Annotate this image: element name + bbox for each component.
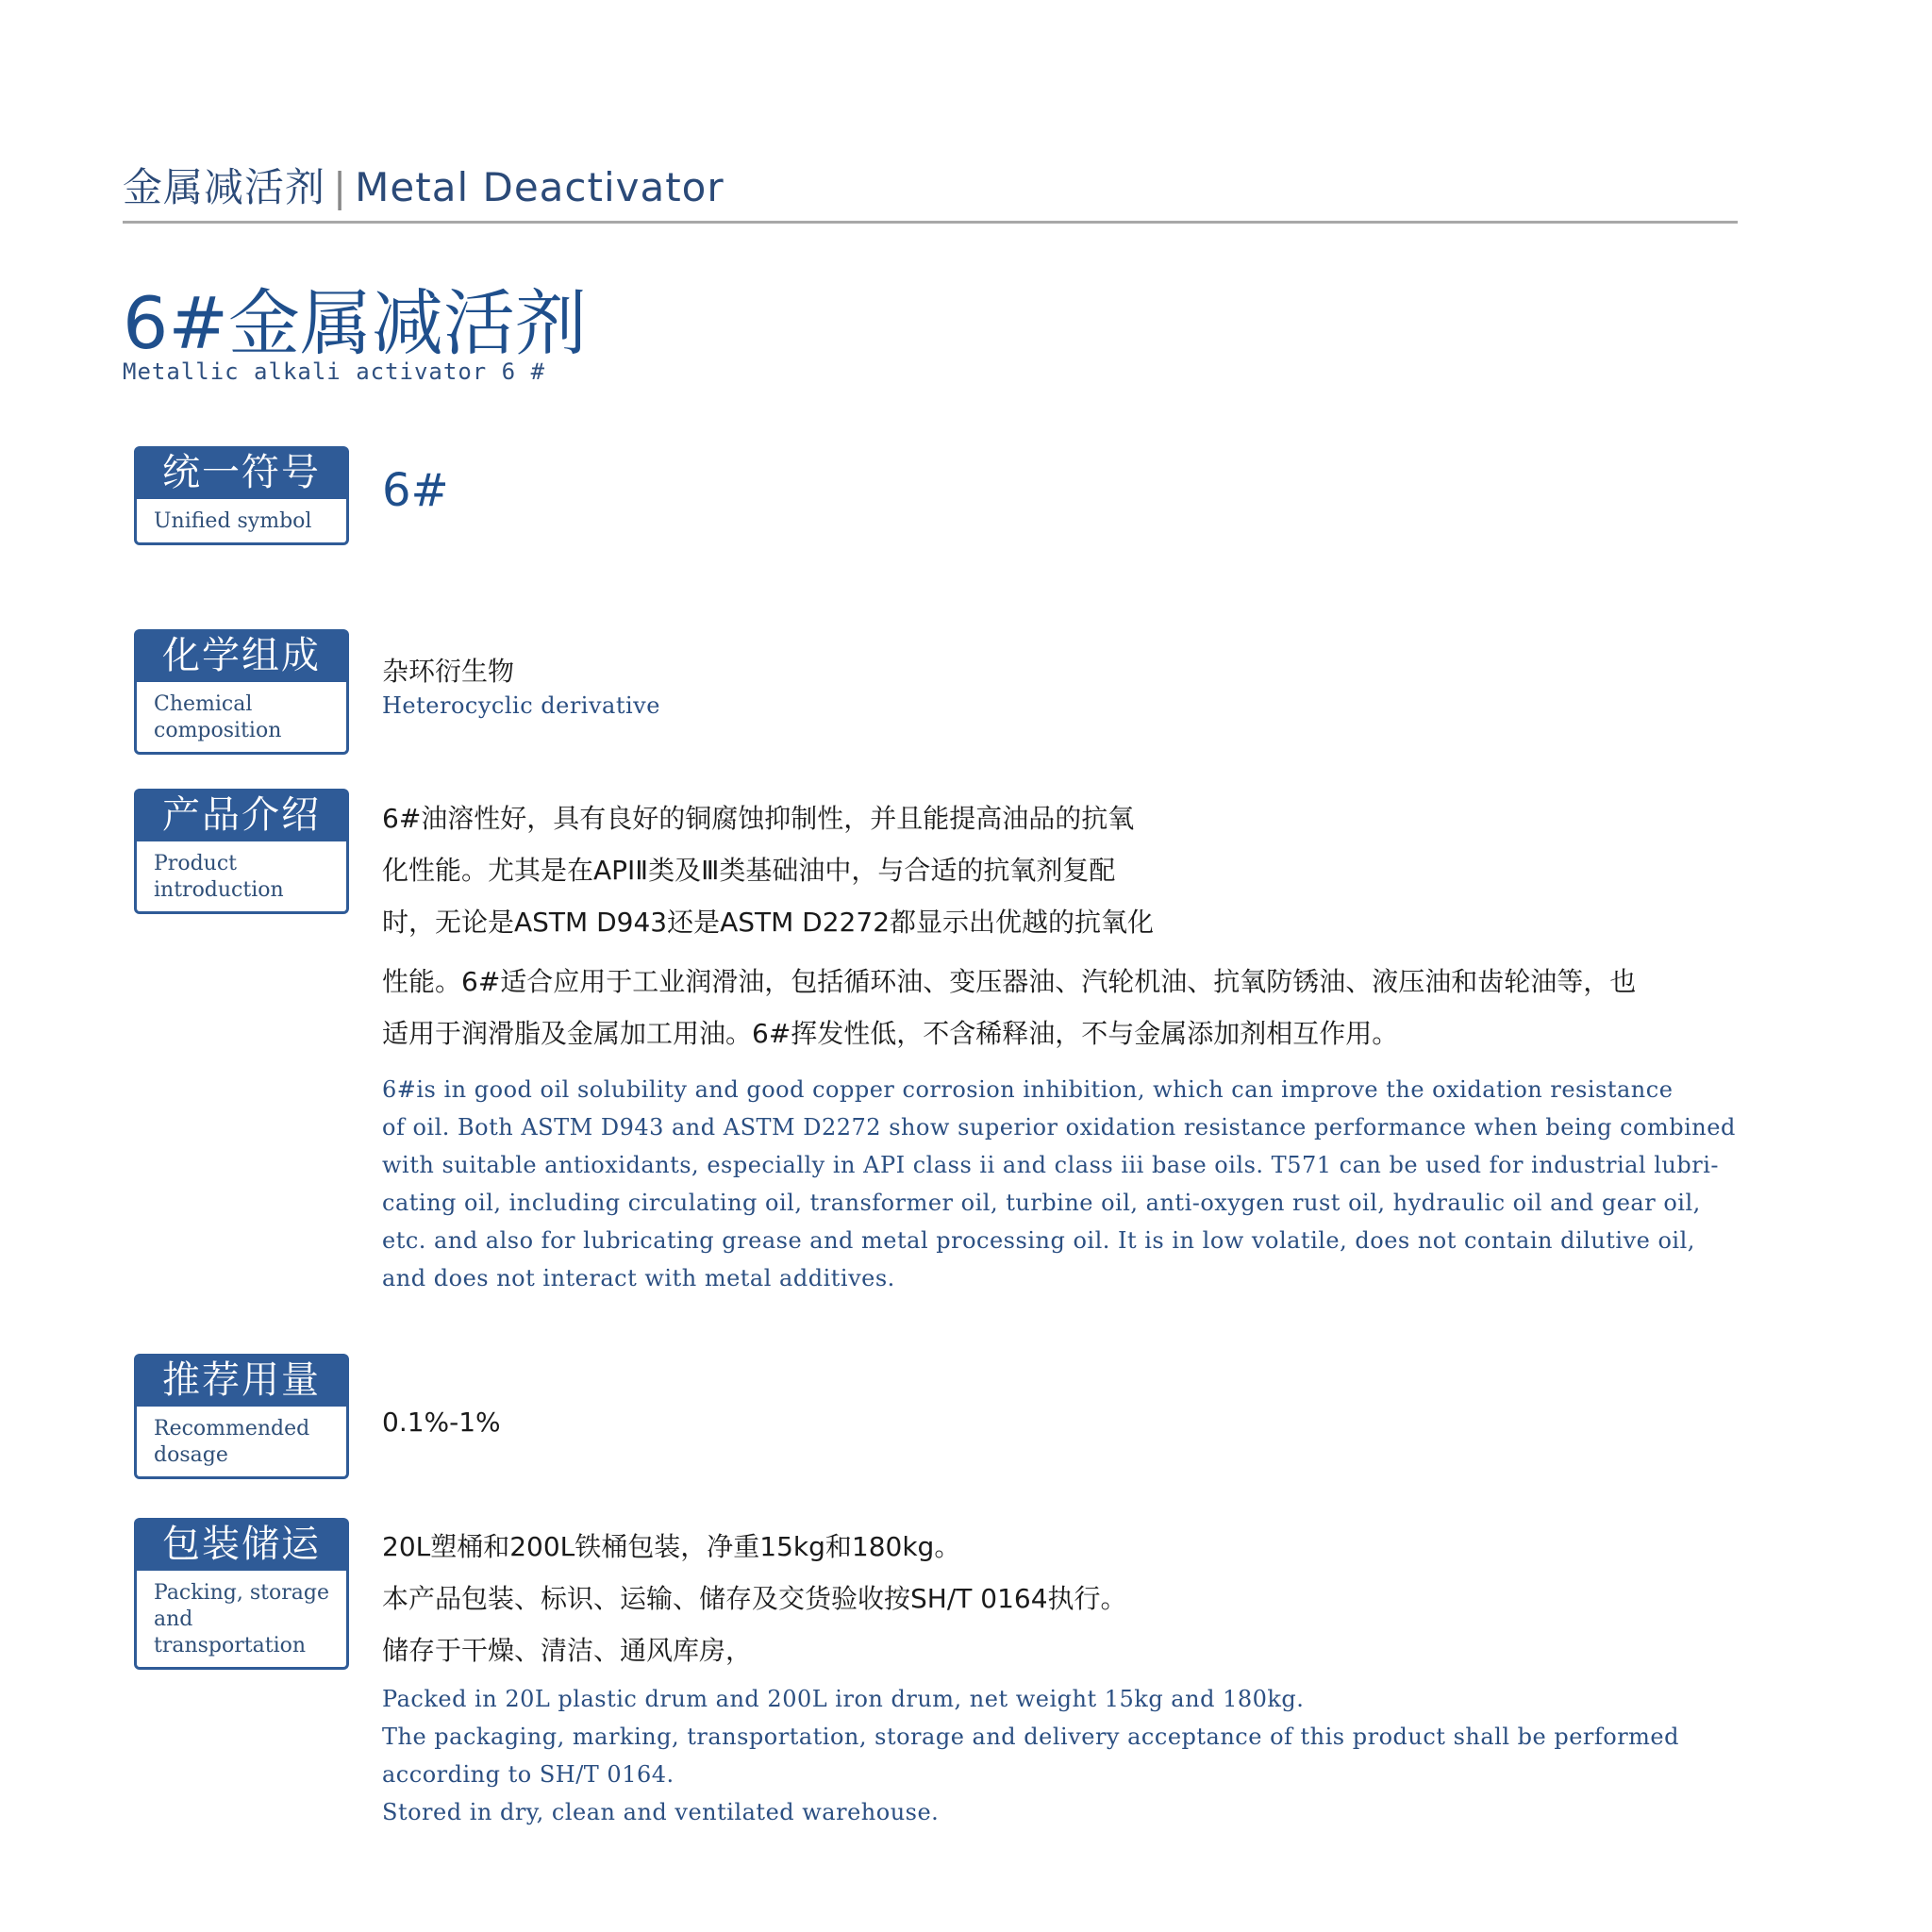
intro-en-line: with suitable antioxidants, especially in API class ii and class iii base oils. T571 can be used for industrial lubri- xyxy=(382,1152,1719,1178)
label-en-line: Product xyxy=(154,852,237,875)
label-en-line: dosage xyxy=(154,1443,228,1467)
label-cn: 统一符号 xyxy=(134,446,349,499)
unified-symbol-value: 6# xyxy=(382,464,449,517)
packing-content xyxy=(382,1521,1759,1831)
label-chemical-composition xyxy=(134,629,349,755)
packing-cn-line: 储存于干燥、清洁、通风库房， xyxy=(382,1635,753,1666)
intro-en-line: and does not interact with metal additives. xyxy=(382,1265,895,1291)
label-recommended-dosage xyxy=(134,1354,349,1479)
label-en-line: composition xyxy=(154,719,282,742)
label-cn: 产品介绍 xyxy=(134,789,349,841)
packing-en-line: Packed in 20L plastic drum and 200L iron drum, net weight 15kg and 180kg. xyxy=(382,1686,1305,1712)
header-title-cn: 金属减活剂 xyxy=(123,164,326,210)
packing-cn-line: 20L塑桶和200L铁桶包装，净重15kg和180kg。 xyxy=(382,1531,961,1562)
product-subtitle: Metallic alkali activator 6 # xyxy=(123,358,546,385)
dosage-value: 0.1%-1% xyxy=(382,1407,501,1438)
packing-en-line: according to SH/T 0164. xyxy=(382,1761,675,1788)
label-en-line: Recommended xyxy=(154,1417,310,1441)
header-separator: | xyxy=(333,164,348,210)
label-en-line: Packing, storage xyxy=(154,1581,329,1605)
label-unified-symbol xyxy=(134,446,349,545)
label-en xyxy=(134,499,349,545)
label-en-line: Chemical xyxy=(154,692,253,716)
intro-cn-line: 性能。6#适合应用于工业润滑油，包括循环油、变压器油、汽轮机油、抗氧防锈油、液压油和齿轮油等，也 xyxy=(382,966,1637,997)
composition-cn: 杂环衍生物 xyxy=(382,656,515,687)
header-divider xyxy=(123,221,1738,224)
label-cn: 化学组成 xyxy=(134,629,349,682)
label-product-introduction xyxy=(134,789,349,914)
intro-cn-line: 适用于润滑脂及金属加工用油。6#挥发性低，不含稀释油，不与金属添加剂相互作用。 xyxy=(382,1018,1399,1049)
intro-cn-line: 6#油溶性好，具有良好的铜腐蚀抑制性，并且能提高油品的抗氧 xyxy=(382,803,1135,834)
intro-en-line: 6#is in good oil solubility and good copper corrosion inhibition, which can improve the oxidation resistance xyxy=(382,1076,1674,1103)
intro-en-line: cating oil, including circulating oil, transformer oil, turbine oil, anti-oxygen rust oil, hydraulic oil and gear oil, xyxy=(382,1190,1701,1216)
label-en xyxy=(134,1571,349,1670)
label-en xyxy=(134,682,349,755)
intro-cn-line: 化性能。尤其是在APIⅡ类及Ⅲ类基础油中，与合适的抗氧剂复配 xyxy=(382,855,1116,886)
label-en-line: introduction xyxy=(154,878,284,902)
packing-en-line: The packaging, marking, transportation, storage and delivery acceptance of this product shall be performed xyxy=(382,1724,1679,1750)
label-en-line: Unified symbol xyxy=(154,509,312,533)
label-cn: 包装储运 xyxy=(134,1518,349,1571)
label-en-line: and transportation xyxy=(154,1607,307,1657)
composition-en: Heterocyclic derivative xyxy=(382,692,660,719)
intro-en-line: etc. and also for lubricating grease and metal processing oil. It is in low volatile, does not contain dilutive oil, xyxy=(382,1227,1695,1254)
header-title-en: Metal Deactivator xyxy=(355,164,724,210)
composition-content xyxy=(382,653,1759,721)
label-en xyxy=(134,841,349,914)
introduction-content xyxy=(382,792,1759,1297)
label-cn: 推荐用量 xyxy=(134,1354,349,1407)
label-en xyxy=(134,1407,349,1479)
intro-cn-line: 时，无论是ASTM D943还是ASTM D2272都显示出优越的抗氧化 xyxy=(382,907,1155,938)
product-title: 6#金属减活剂 xyxy=(123,281,588,365)
packing-cn-line: 本产品包装、标识、运输、储存及交货验收按SH/T 0164执行。 xyxy=(382,1583,1127,1614)
label-packing-storage xyxy=(134,1518,349,1670)
intro-en-line: of oil. Both ASTM D943 and ASTM D2272 show superior oxidation resistance performance when being combined xyxy=(382,1114,1736,1141)
packing-en-line: Stored in dry, clean and ventilated warehouse. xyxy=(382,1799,940,1825)
header-title xyxy=(123,157,724,213)
